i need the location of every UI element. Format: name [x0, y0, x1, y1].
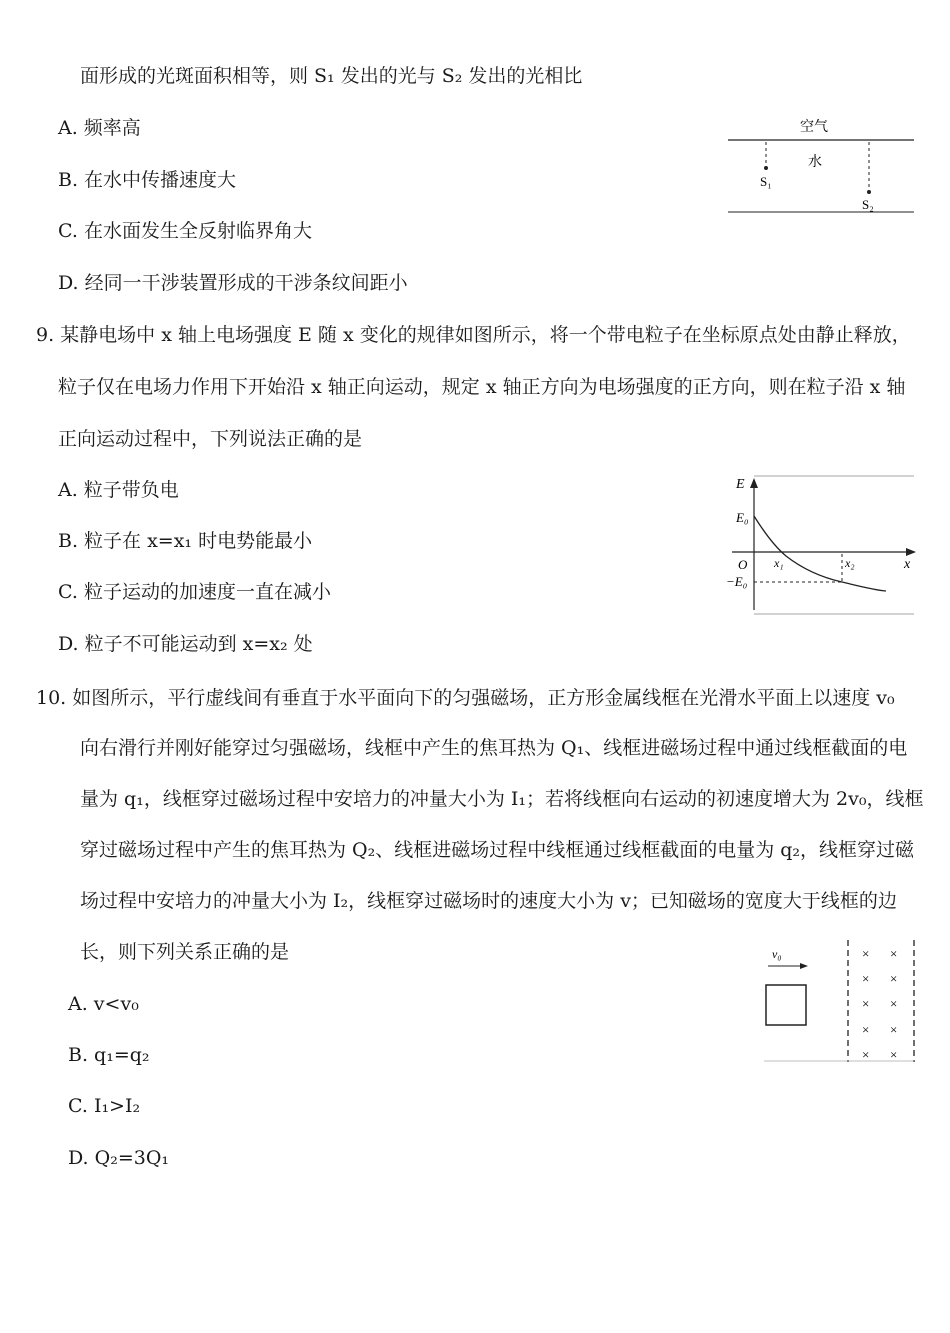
q10-stem-line-2: 向右滑行并刚好能穿过匀强磁场，线框中产生的焦耳热为 Q₁、线框进磁场过程中通过线框截面的电	[80, 737, 908, 759]
q9-option-c: C. 粒子运动的加速度一直在减小	[58, 581, 331, 603]
q8-option-d: D. 经同一干涉装置形成的干涉条纹间距小	[58, 272, 408, 294]
air-label: 空气	[800, 120, 828, 135]
field-cross-mark: ×	[890, 996, 898, 1011]
q9-option-b: B. 粒子在 x=x₁ 时电势能最小	[58, 530, 313, 552]
x2-label: x₂	[845, 556, 855, 570]
field-cross-mark: ×	[862, 996, 870, 1011]
q8-option-a: A. 频率高	[58, 117, 141, 139]
field-cross-mark: ×	[862, 1022, 870, 1037]
field-cross-mark: ×	[862, 946, 870, 961]
e-curve	[754, 516, 886, 591]
q10-stem-line-6: 长，则下列关系正确的是	[80, 941, 290, 963]
neg-e0-label: −E₀	[726, 574, 748, 589]
q9-option-d: D. 粒子不可能运动到 x=x₂ 处	[58, 633, 313, 655]
field-cross-mark: ×	[862, 1047, 870, 1062]
q10-stem-line-4: 穿过磁场过程中产生的焦耳热为 Q₂、线框进磁场过程中线框通过线框截面的电量为 q₂，线框穿过磁	[80, 839, 915, 861]
q10-stem-line-1: 10. 如图所示，平行虚线间有垂直于水平面向下的匀强磁场，正方形金属线框在光滑水平面上以速度 v₀	[36, 687, 895, 709]
q9-stem-line-1: 9. 某静电场中 x 轴上电场强度 E 随 x 变化的规律如图所示，将一个带电粒子在坐标原点处由静止释放，	[36, 324, 911, 346]
e0-label: E₀	[736, 510, 749, 525]
field-cross-mark: ×	[890, 1022, 898, 1037]
q10-option-b: B. q₁=q₂	[68, 1044, 150, 1066]
q9-option-a: A. 粒子带负电	[58, 479, 179, 501]
q9-stem-line-2: 粒子仅在电场力作用下开始沿 x 轴正向运动，规定 x 轴正方向为电场强度的正方向，则在粒子沿 x 轴	[58, 376, 906, 398]
q10-option-a: A. v<v₀	[68, 993, 139, 1015]
field-cross-mark: ×	[890, 1047, 898, 1062]
square-loop	[766, 985, 806, 1025]
q8-stem-tail: 面形成的光斑面积相等，则 S₁ 发出的光与 S₂ 发出的光相比	[80, 65, 583, 87]
s2-label: S₂	[862, 197, 874, 212]
q10-option-d: D. Q₂=3Q₁	[68, 1147, 170, 1169]
q10-stem-line-5: 场过程中安培力的冲量大小为 I₂，线框穿过磁场时的速度大小为 v；已知磁场的宽度大于线框的边	[80, 890, 897, 912]
field-cross-mark: ×	[862, 971, 870, 986]
q9-stem-line-3: 正向运动过程中，下列说法正确的是	[58, 428, 363, 450]
origin-label: O	[738, 557, 748, 572]
s1-label: S₁	[760, 174, 772, 189]
field-cross-mark: ×	[890, 946, 898, 961]
q9-e-x-graph	[724, 474, 918, 616]
x-axis-label: x	[904, 557, 911, 572]
x1-label: x₁	[774, 556, 784, 570]
s1-point	[764, 166, 768, 170]
e-axis-label: E	[736, 477, 745, 492]
q8-water-figure	[724, 114, 918, 216]
q8-option-b: B. 在水中传播速度大	[58, 169, 237, 191]
q10-option-c: C. I₁>I₂	[68, 1095, 141, 1117]
q10-stem-line-3: 量为 q₁，线框穿过磁场过程中安培力的冲量大小为 I₁；若将线框向右运动的初速度增大为 2v₀，线框	[80, 788, 924, 810]
s2-point	[867, 190, 871, 194]
water-label: 水	[808, 155, 822, 170]
velocity-label: v₀	[772, 947, 782, 961]
q8-option-c: C. 在水面发生全反射临界角大	[58, 220, 312, 242]
q10-magnetic-field-figure	[760, 938, 918, 1064]
field-cross-mark: ×	[890, 971, 898, 986]
